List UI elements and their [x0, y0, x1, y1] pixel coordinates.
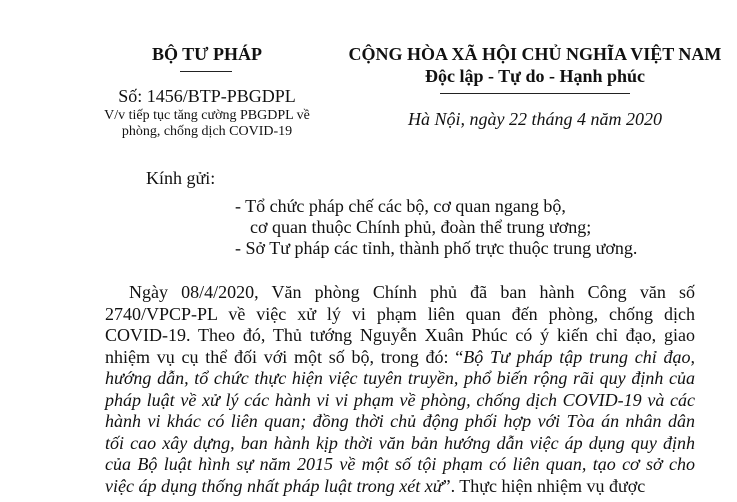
quote-line: hướng dẫn, tổ chức thực hiện việc tuyên truyền, phổ biến rộng rãi quy định của: [105, 368, 695, 388]
quote-line: của Bộ luật hình sự năm 2015 về một số tội phạm có liên quan, tạo cơ sở cho: [105, 454, 695, 474]
salutation: Kính gửi:: [146, 168, 216, 188]
issuing-agency: BỘ TƯ PHÁP: [151, 44, 262, 64]
quote-line: pháp luật về xử lý các hành vi vi phạm về phòng, chống dịch COVID-19 và các: [105, 389, 695, 410]
quote-text: Bộ Tư pháp tập trung chỉ đạo,: [463, 346, 696, 367]
body-paragraph: [105, 282, 695, 497]
national-motto: Độc lập - Tự do - Hạnh phúc: [424, 66, 646, 86]
body-line: 2740/VPCP-PL về việc xử lý vi phạm liên quan đến phòng, chống dịch: [105, 303, 695, 324]
body-line: Ngày 08/4/2020, Văn phòng Chính phủ đã ban hành Công văn số: [129, 282, 695, 302]
body-line: [105, 476, 695, 498]
quote-line: tối cao xây dựng, ban hành kịp thời văn bản hướng dẫn việc áp dụng quy định: [105, 432, 695, 453]
body-text-normal: nhiệm vụ cụ thể đối với một số bộ, trong đó: “: [105, 346, 464, 367]
document-number: Số: 1456/BTP-PBGDPL: [118, 86, 296, 106]
agency-underline: [180, 71, 232, 72]
recipient-line-2: cơ quan thuộc Chính phủ, đoàn thể trung ương;: [250, 217, 592, 237]
place-and-date: Hà Nội, ngày 22 tháng 4 năm 2020: [408, 109, 662, 129]
body-line: [105, 347, 695, 369]
body-line: COVID-19. Theo đó, Thủ tướng Nguyễn Xuân Phúc có ý kiến chỉ đạo, giao: [105, 325, 695, 345]
subject-line-2: phòng, chống dịch COVID-19: [121, 124, 293, 139]
subject-line-1: V/v tiếp tục tăng cường PBGDPL về: [104, 108, 310, 123]
quote-line: hành vi khác có liên quan; đồng thời chủ động phối hợp với Tòa án nhân dân: [105, 411, 695, 431]
country-name: CỘNG HÒA XÃ HỘI CHỦ NGHĨA VIỆT NAM: [348, 44, 722, 64]
recipient-line-3: - Sở Tư pháp các tỉnh, thành phố trực thuộc trung ương.: [235, 238, 638, 258]
body-text-normal: ”. Thực hiện nhiệm vụ được: [442, 475, 646, 496]
recipient-line-1: - Tổ chức pháp chế các bộ, cơ quan ngang bộ,: [235, 196, 566, 216]
motto-underline: [440, 93, 630, 94]
quote-text: việc áp dụng thống nhất pháp luật trong xét xử: [105, 475, 443, 496]
